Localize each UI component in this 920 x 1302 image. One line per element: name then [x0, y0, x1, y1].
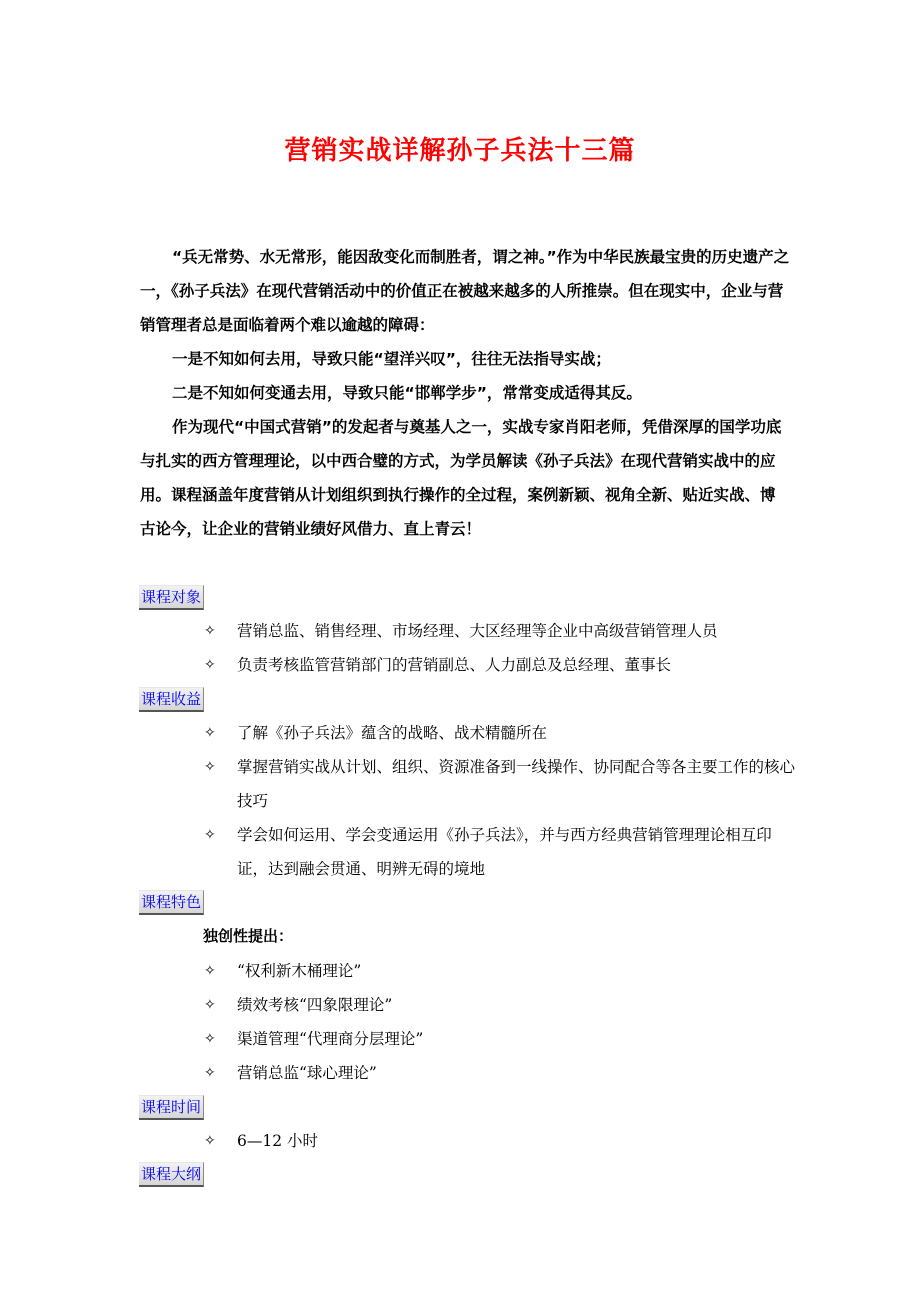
list-item	[200, 954, 800, 988]
list-item-text: 渠道管理“代理商分层理论”	[237, 1030, 424, 1048]
diamond-bullet-icon: ✧	[204, 1133, 216, 1149]
list-item	[200, 1056, 800, 1090]
list-item-text: 了解《孙子兵法》蕴含的战略、战术精髓所在	[237, 724, 548, 742]
intro-paragraph: “兵无常势、水无常形，能因敌变化而制胜者，谓之神。”作为中华民族最宝贵的历史遗产之一，《孙子兵法》在现代营销活动中的价值正在被越来越多的人所推崇。但在现实中，企业与营销管理者总是面临着两个难以逾越的障碍：	[140, 248, 790, 334]
section-label-audience[interactable]: 课程对象	[139, 585, 204, 610]
list-item	[200, 648, 800, 682]
diamond-bullet-icon: ✧	[204, 1031, 216, 1047]
section-label-duration[interactable]: 课程时间	[139, 1095, 204, 1120]
intro-paragraph: 一是不知如何去用，导致只能“望洋兴叹”，往往无法指导实战；	[172, 350, 611, 368]
list-item-text: 负责考核监管营销部门的营销副总、人力副总及总经理、董事长	[237, 656, 672, 674]
diamond-bullet-icon: ✧	[204, 623, 216, 639]
diamond-bullet-icon: ✧	[204, 657, 216, 673]
list-item-text: 掌握营销实战从计划、组织、资源准备到一线操作、协同配合等各主要工作的核心技巧	[237, 758, 796, 810]
duration-list	[200, 1124, 800, 1158]
diamond-bullet-icon: ✧	[204, 997, 216, 1013]
list-item	[200, 818, 800, 886]
features-subheading: 独创性提出：	[203, 927, 294, 945]
audience-list	[200, 614, 800, 682]
list-item	[200, 1022, 800, 1056]
diamond-bullet-icon: ✧	[204, 1065, 216, 1081]
list-item	[200, 750, 800, 818]
section-label-features[interactable]: 课程特色	[139, 890, 204, 915]
diamond-bullet-icon: ✧	[204, 963, 216, 979]
diamond-bullet-icon: ✧	[204, 827, 216, 843]
page-title: 营销实战详解孙子兵法十三篇	[284, 136, 636, 166]
benefits-list	[200, 716, 800, 886]
list-item	[200, 614, 800, 648]
list-item	[200, 988, 800, 1022]
list-item	[200, 1124, 800, 1158]
list-item-text: 学会如何运用、学会变通运用《孙子兵法》，并与西方经典营销管理理论相互印证，达到融会贯通、明辨无碍的境地	[237, 826, 772, 878]
intro-paragraph: 二是不知如何变通去用，导致只能“邯郸学步”，常常变成适得其反。	[172, 384, 642, 402]
list-item-text: 绩效考核“四象限理论”	[237, 996, 393, 1014]
list-item-text: 6—12 小时	[237, 1132, 319, 1150]
section-label-benefits[interactable]: 课程收益	[139, 687, 204, 712]
list-item-text: 营销总监“球心理论”	[237, 1064, 377, 1082]
section-label-outline[interactable]: 课程大纲	[139, 1162, 204, 1187]
list-item-text: 营销总监、销售经理、市场经理、大区经理等企业中高级营销管理人员	[237, 622, 718, 640]
diamond-bullet-icon: ✧	[204, 725, 216, 741]
list-item	[200, 716, 800, 750]
features-list	[200, 954, 800, 1090]
diamond-bullet-icon: ✧	[204, 759, 216, 775]
intro-paragraph: 作为现代“中国式营销”的发起者与奠基人之一，实战专家肖阳老师，凭借深厚的国学功底与扎实的西方管理理论，以中西合璧的方式，为学员解读《孙子兵法》在现代营销实战中的应用。课程涵盖年度营销从计划组织到执行操作的全过程，案例新颖、视角全新、贴近实战、博古论今，让企业的营销业绩好风借力、直上青云！	[140, 418, 782, 538]
list-item-text: “权利新木桶理论”	[237, 962, 362, 980]
intro-text	[140, 240, 790, 546]
